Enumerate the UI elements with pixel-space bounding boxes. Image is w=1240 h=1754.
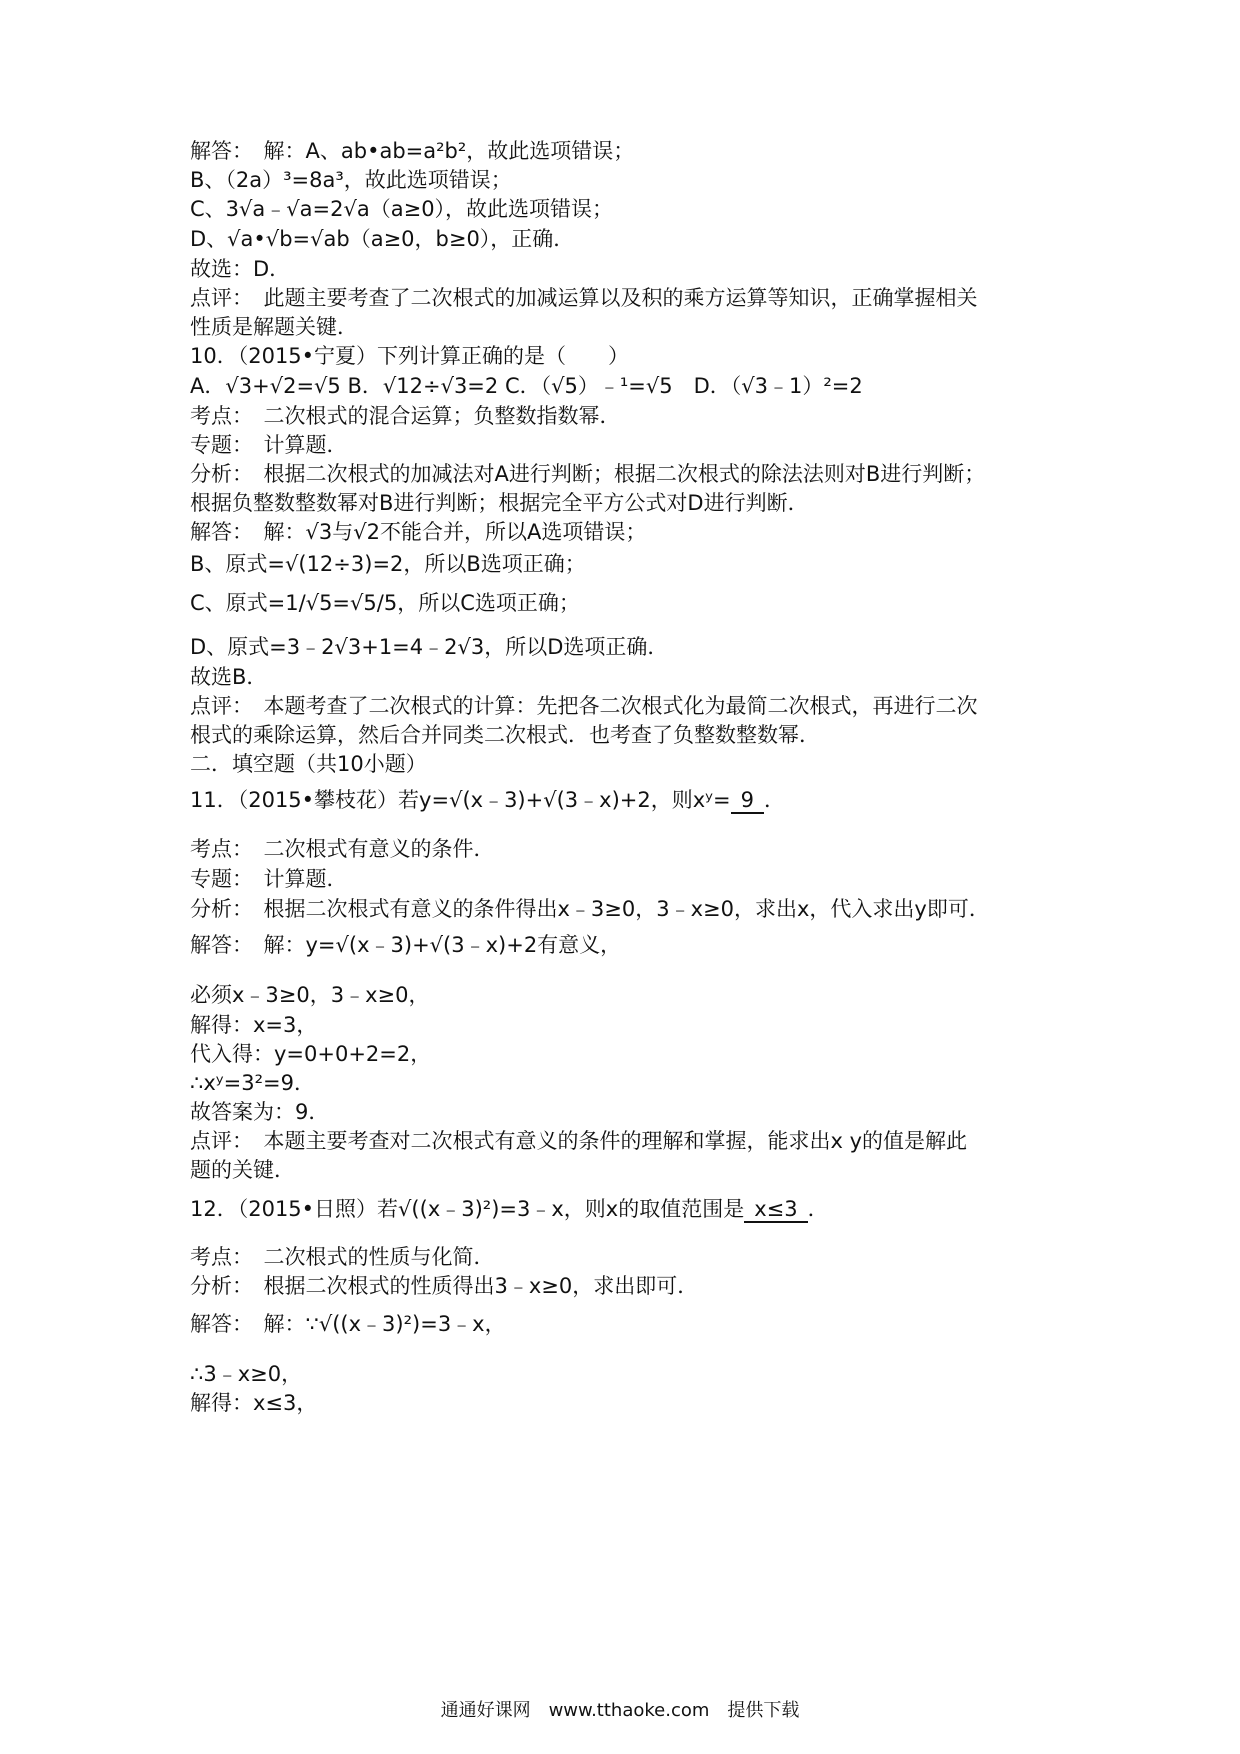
page-footer: 通通好课网 www.tthaoke.com 提供下载 <box>440 1700 800 1721</box>
text-line: D、√a•√b=√ab（a≥0，b≥0），正确． <box>190 227 575 251</box>
text-line: 解答： 解：√3与√2不能合并，所以A选项错误； <box>190 520 647 544</box>
text-line: 解答： 解：A、ab•ab=a²b²，故此选项错误； <box>190 139 635 163</box>
text-line: 考点： 二次根式有意义的条件． <box>190 837 495 861</box>
text-line: 点评： 本题考查了二次根式的计算：先把各二次根式化为最简二次根式，再进行二次 <box>190 694 978 718</box>
text-line: ∴xʸ=3²=9． <box>190 1071 315 1095</box>
text-line: 解得：x≤3， <box>190 1391 318 1415</box>
text-line: ∴3﹣x≥0， <box>190 1362 303 1386</box>
text-line: C、原式=1/√5=√5/5，所以C选项正确； <box>190 591 580 615</box>
text-line: 考点： 二次根式的性质与化简． <box>190 1245 495 1269</box>
text-line: D、原式=3﹣2√3+1=4﹣2√3，所以D选项正确． <box>190 635 669 659</box>
question-heading: 10．（2015•宁夏）下列计算正确的是（ ） <box>190 344 630 368</box>
text-line: 题的关键． <box>190 1158 295 1182</box>
question-heading <box>190 1196 829 1223</box>
text-line: 解得：x=3， <box>190 1013 318 1037</box>
text-line: 故答案为：9． <box>190 1100 330 1124</box>
text-line: C、3√a﹣√a=2√a（a≥0），故此选项错误； <box>190 197 614 221</box>
text-line: 考点： 二次根式的混合运算；负整数指数幂． <box>190 404 621 428</box>
text-line: 解答： 解：y=√(x﹣3)+√(3﹣x)+2有意义， <box>190 933 622 957</box>
section-heading: 二．填空题（共10小题） <box>190 752 427 776</box>
question-end: ． <box>807 1197 829 1221</box>
text-line: 专题： 计算题． <box>190 433 348 457</box>
text-line: 分析： 根据二次根式的性质得出3﹣x≥0，求出即可． <box>190 1274 699 1298</box>
answer-blank: 9 <box>731 788 764 814</box>
question-text: 11．（2015•攀枝花）若y=√(x﹣3)+√(3﹣x)+2，则xʸ= <box>190 788 731 812</box>
text-line: 代入得：y=0+0+2=2， <box>190 1042 432 1066</box>
question-end: ． <box>763 788 785 812</box>
text-line: B、（2a）³=8a³，故此选项错误； <box>190 168 512 192</box>
text-line: 根式的乘除运算，然后合并同类二次根式．也考查了负整数整数幂． <box>190 723 820 747</box>
text-line: 性质是解题关键． <box>190 315 358 339</box>
question-heading <box>190 787 785 814</box>
question-text: 12．（2015•日照）若√((x﹣3)²)=3﹣x，则x的取值范围是 <box>190 1197 745 1221</box>
text-line: 专题： 计算题． <box>190 867 348 891</box>
text-line: 解答： 解：∵√((x﹣3)²)=3﹣x， <box>190 1312 506 1336</box>
text-line: A．√3+√2=√5 B．√12÷√3=2 C．（√5）﹣¹=√5 D．（√3﹣1）²=2 <box>190 374 863 398</box>
text-line: B、原式=√(12÷3)=2，所以B选项正确； <box>190 552 586 576</box>
answer-blank: x≤3 <box>744 1197 807 1223</box>
text-line: 分析： 根据二次根式有意义的条件得出x﹣3≥0，3﹣x≥0，求出x，代入求出y即可． <box>190 897 990 921</box>
text-line: 根据负整数整数幂对B进行判断；根据完全平方公式对D进行判断． <box>190 491 809 515</box>
text-line: 分析： 根据二次根式的加减法对A进行判断；根据二次根式的除法法则对B进行判断； <box>190 462 986 486</box>
text-line: 故选：D． <box>190 257 291 281</box>
text-line: 必须x﹣3≥0，3﹣x≥0， <box>190 983 430 1007</box>
text-line: 点评： 本题主要考查对二次根式有意义的条件的理解和掌握，能求出x y的值是解此 <box>190 1129 968 1153</box>
text-line: 点评： 此题主要考查了二次根式的加减运算以及积的乘方运算等知识，正确掌握相关 <box>190 286 978 310</box>
text-line: 故选B． <box>190 665 268 689</box>
